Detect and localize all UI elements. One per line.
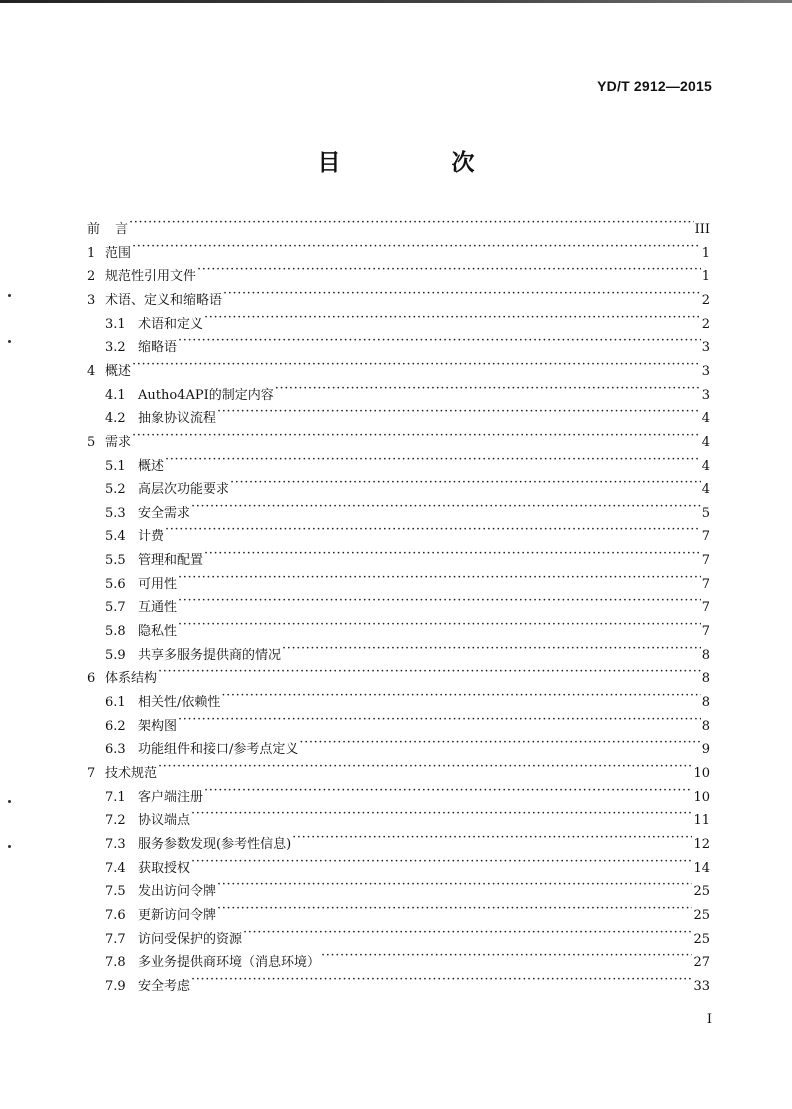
toc-row[interactable]	[105, 568, 710, 592]
toc-title: 访问受保护的资源	[138, 931, 243, 947]
toc-row[interactable]	[105, 875, 710, 900]
toc-leader-dots	[191, 970, 692, 990]
toc-leader-dots	[217, 402, 701, 422]
toc-row[interactable]	[105, 946, 710, 971]
toc-title: 共享多服务提供商的情况	[138, 647, 282, 663]
toc-number: 5.2	[105, 482, 126, 498]
toc-page-number: III	[694, 222, 710, 237]
toc-page-number: 2	[701, 316, 710, 332]
toc-title: 客户端注册	[138, 789, 204, 805]
toc-row[interactable]	[105, 899, 710, 923]
toc-number: 4.2	[105, 411, 126, 427]
toc-title: 技术规范	[105, 765, 158, 781]
toc-number: 5.4	[105, 529, 126, 545]
toc-number: 7.9	[105, 978, 126, 994]
toc-row[interactable]	[105, 450, 710, 474]
toc-title: 体系结构	[105, 671, 158, 687]
toc-number: 4.1	[105, 387, 126, 403]
toc-leader-dots	[165, 520, 701, 540]
toc-leader-dots	[178, 331, 701, 351]
toc-page-number: 7	[701, 529, 710, 545]
toc-number: 7.3	[105, 836, 126, 852]
toc-number: 3	[87, 292, 96, 308]
toc-title: 隐私性	[138, 624, 178, 640]
toc-row[interactable]	[105, 308, 710, 332]
toc-leader-dots	[221, 686, 700, 706]
toc-row[interactable]	[105, 852, 710, 876]
toc-title: 更新访问令牌	[138, 907, 217, 923]
toc-page-number: 4	[701, 458, 710, 474]
toc-number: 5.7	[105, 600, 126, 616]
toc-page-number: 11	[693, 813, 710, 829]
toc-number: 3.2	[105, 340, 126, 356]
toc-title: 安全考虑	[138, 978, 191, 994]
scan-speck	[8, 340, 11, 343]
toc-page-number: 7	[701, 553, 710, 569]
toc-page-number: 3	[701, 387, 710, 403]
toc-page-number: 2	[701, 292, 710, 308]
toc-page-number: 7	[701, 600, 710, 616]
toc-leader-dots	[197, 260, 701, 280]
toc-page-number: 10	[693, 789, 710, 805]
toc-row[interactable]	[87, 260, 710, 285]
toc-row[interactable]	[87, 757, 710, 781]
toc-row[interactable]	[105, 331, 710, 356]
toc-row[interactable]	[105, 591, 710, 616]
toc-title: 缩略语	[138, 340, 178, 356]
toc-leader-dots	[282, 639, 701, 659]
toc-row[interactable]	[105, 639, 710, 663]
toc-page-number: 10	[693, 765, 710, 781]
toc-row[interactable]	[105, 804, 710, 829]
toc-row[interactable]	[87, 237, 710, 261]
scan-speck	[8, 845, 11, 848]
toc-title: 高层次功能要求	[138, 482, 230, 498]
toc-leader-dots	[275, 379, 701, 399]
toc-number: 5	[87, 434, 96, 450]
toc-title: 发出访问令牌	[138, 884, 217, 900]
toc-number: 5.6	[105, 576, 126, 592]
toc-number: 6.2	[105, 718, 126, 734]
toc-title: 术语和定义	[138, 316, 204, 332]
toc-page-number: 3	[701, 363, 710, 379]
toc-leader-dots	[132, 237, 701, 257]
toc-number: 6	[87, 671, 96, 687]
toc-title: 相关性/依赖性	[138, 695, 221, 710]
toc-page-number: 1	[701, 245, 710, 261]
toc-row[interactable]	[105, 402, 710, 427]
toc-title: 获取授权	[138, 860, 191, 876]
scan-speck	[8, 800, 11, 803]
toc-page-number: 25	[693, 884, 710, 900]
toc-leader-dots	[217, 899, 692, 919]
toc-number: 7.1	[105, 789, 126, 805]
toc-leader-dots	[204, 544, 701, 564]
toc-page-number: 8	[701, 671, 710, 687]
toc-leader-dots	[321, 946, 692, 966]
toc-page-number: 5	[701, 505, 710, 521]
toc-title: 协议端点	[138, 813, 191, 829]
toc-title: 功能组件和接口/参考点定义	[138, 742, 299, 758]
toc-page-number: 9	[701, 742, 710, 758]
toc-row[interactable]	[105, 733, 710, 758]
toc-title: 可用性	[138, 576, 178, 592]
toc-leader-dots	[178, 591, 701, 611]
toc-page-number: 7	[701, 624, 710, 640]
toc-leader-dots	[204, 308, 701, 328]
toc-leader-dots	[243, 923, 692, 943]
toc-leader-dots	[178, 710, 701, 730]
toc-leader-dots	[292, 828, 692, 848]
toc-number: 7	[87, 765, 96, 781]
toc-leader-dots	[165, 450, 701, 470]
toc-title: 互通性	[138, 600, 178, 616]
toc-title: 抽象协议流程	[138, 411, 217, 427]
toc-title: 计费	[138, 529, 165, 545]
toc-leader-dots	[178, 568, 701, 588]
toc-number: 5.5	[105, 553, 126, 569]
toc-row[interactable]	[87, 213, 710, 237]
toc-page-number: 33	[693, 978, 710, 994]
toc-leader-dots	[158, 662, 701, 682]
toc-number: 5.8	[105, 624, 126, 640]
toc-page-number: 12	[693, 836, 710, 852]
toc-title: 规范性引用文件	[105, 269, 197, 285]
toc-title: 管理和配置	[138, 553, 204, 569]
toc-title: Autho4API的制定内容	[138, 387, 274, 403]
toc-title: 范围	[105, 245, 132, 261]
toc-title: 服务参数发现(参考性信息)	[138, 836, 292, 852]
toc-title: 术语、定义和缩略语	[105, 292, 223, 308]
document-number: YD/T 2912—2015	[597, 78, 712, 94]
toc-row[interactable]	[105, 473, 710, 498]
toc-leader-dots	[178, 615, 701, 635]
toc-row[interactable]	[105, 970, 710, 994]
toc-page-number: 27	[693, 955, 710, 971]
toc-leader-dots	[191, 497, 701, 517]
toc-number: 2	[87, 269, 96, 285]
toc-title: 概述	[105, 363, 132, 379]
toc-page-number: 7	[701, 576, 710, 592]
toc-title: 安全需求	[138, 505, 191, 521]
toc-number: 前	[87, 222, 101, 237]
toc-page-number: 8	[701, 695, 710, 710]
toc-number: 7.6	[105, 907, 126, 923]
toc-leader-dots	[223, 284, 701, 304]
toc-title: 概述	[138, 458, 165, 474]
toc-row[interactable]	[105, 615, 710, 640]
toc-page-number: 3	[701, 340, 710, 356]
toc-number: 7.2	[105, 813, 126, 829]
toc-row[interactable]	[87, 426, 710, 450]
toc-row[interactable]	[105, 781, 710, 805]
toc-row[interactable]	[105, 686, 710, 710]
toc-row[interactable]	[87, 355, 710, 379]
toc-page-number: 4	[701, 482, 710, 498]
toc-number: 6.1	[105, 695, 126, 710]
toc-number: 3.1	[105, 316, 126, 332]
toc-page-number: 1	[701, 269, 710, 285]
toc-leader-dots	[129, 213, 694, 233]
toc-leader-dots	[217, 875, 692, 895]
toc-number: 1	[87, 245, 96, 261]
toc-leader-dots	[191, 804, 692, 824]
toc-number: 5.1	[105, 458, 126, 474]
scan-speck	[8, 294, 11, 297]
toc-page-number: 25	[693, 931, 710, 947]
toc-page-number: 25	[693, 907, 710, 923]
toc-row[interactable]	[105, 497, 710, 521]
toc-leader-dots	[299, 733, 700, 753]
page-folio: I	[706, 1012, 712, 1027]
toc-row[interactable]	[105, 828, 710, 852]
toc-row[interactable]	[105, 544, 710, 569]
toc-row[interactable]	[105, 710, 710, 734]
toc-number: 7.8	[105, 955, 126, 971]
toc-row[interactable]	[87, 662, 710, 687]
toc-row[interactable]	[87, 284, 710, 308]
scan-edge	[0, 0, 792, 3]
toc-title: 需求	[105, 434, 132, 450]
toc-title: 多业务提供商环境（消息环境）	[138, 955, 321, 971]
toc-row[interactable]	[105, 379, 710, 403]
toc-number: 7.5	[105, 884, 126, 900]
toc-title: 言	[115, 222, 129, 237]
toc-page-number: 8	[701, 647, 710, 663]
toc-page-number: 8	[701, 718, 710, 734]
page-title: 目 次	[317, 150, 519, 176]
toc-page-number: 14	[693, 860, 710, 876]
toc-row[interactable]	[105, 923, 710, 947]
toc-leader-dots	[204, 781, 692, 801]
toc-leader-dots	[132, 355, 701, 375]
toc-number: 7.7	[105, 931, 126, 947]
toc-page-number: 4	[701, 411, 710, 427]
toc-number: 4	[87, 363, 96, 379]
toc-number: 6.3	[105, 742, 126, 758]
toc-leader-dots	[191, 852, 692, 872]
toc-number: 5.3	[105, 505, 126, 521]
toc-leader-dots	[158, 757, 692, 777]
toc-page-number: 4	[701, 434, 710, 450]
toc-number: 7.4	[105, 860, 126, 876]
toc-row[interactable]	[105, 520, 710, 545]
toc-leader-dots	[132, 426, 701, 446]
toc-number: 5.9	[105, 647, 126, 663]
toc-leader-dots	[230, 473, 701, 493]
toc-title: 架构图	[138, 718, 178, 734]
